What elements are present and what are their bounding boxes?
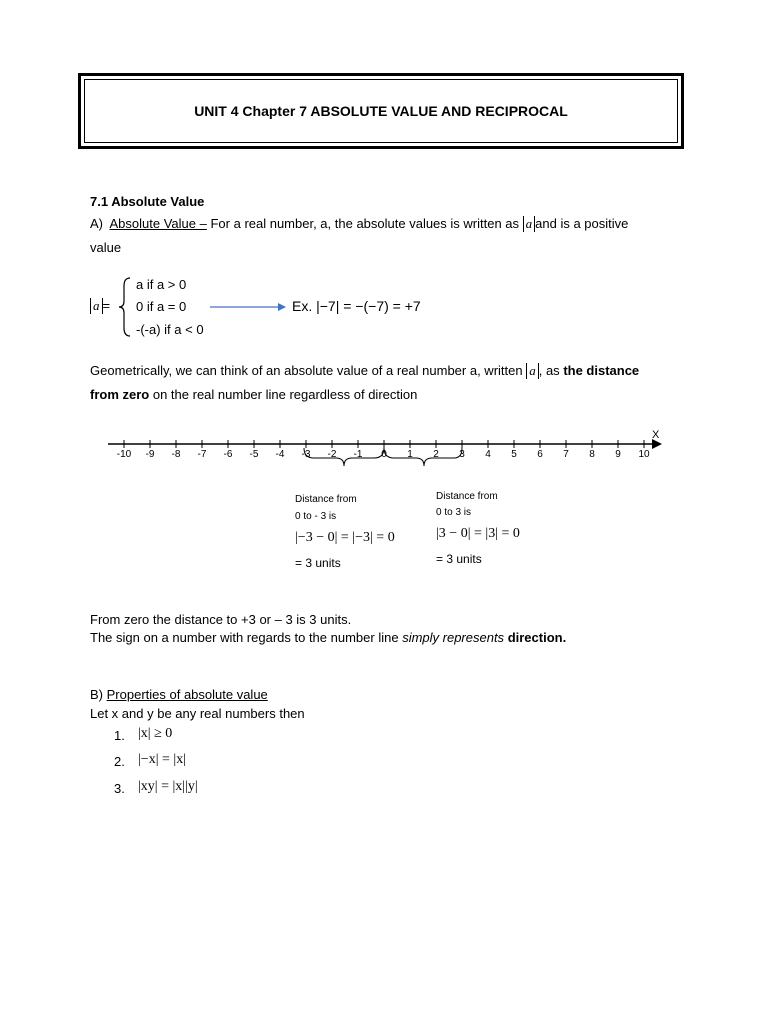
properties-prefix: B) xyxy=(90,687,103,702)
tick-label: -4 xyxy=(275,449,285,460)
property-expr-3: |xy| = |x||y| xyxy=(138,779,198,794)
summary-text: The sign on a number with regards to the number line xyxy=(90,630,399,645)
tick-label: -8 xyxy=(171,449,181,460)
example-text: Ex. |−7| = −(−7) = +7 xyxy=(292,298,421,314)
properties-intro: Let x and y be any real numbers then xyxy=(90,706,305,721)
right-note-line1: Distance from xyxy=(436,491,498,502)
right-note-eq: |3 − 0| = |3| = 0 xyxy=(436,526,520,541)
geo-text-2: , as xyxy=(538,363,560,378)
arrow-right-icon xyxy=(210,300,286,314)
geo-bold-2: from zero xyxy=(90,387,150,402)
property-num-1: 1. xyxy=(114,728,125,743)
tick-label: -10 xyxy=(116,449,132,460)
tick-label: -3 xyxy=(301,449,311,460)
tick-label: -9 xyxy=(145,449,155,460)
axis-label: X xyxy=(652,429,660,441)
left-note-result: = 3 units xyxy=(295,556,341,570)
summary-line-2 xyxy=(90,630,566,645)
brace-left-icon xyxy=(301,448,384,466)
left-note-eq: |−3 − 0| = |−3| = 0 xyxy=(295,530,395,545)
property-num-2: 2. xyxy=(114,754,125,769)
page-title: UNIT 4 Chapter 7 ABSOLUTE VALUE AND RECIPROCAL xyxy=(84,79,678,143)
piecewise-lhs xyxy=(90,298,110,314)
tick-label: 2 xyxy=(433,449,439,460)
geo-text-3: on the real number line regardless of direction xyxy=(152,387,418,402)
property-num-3: 3. xyxy=(114,781,125,796)
case-1: a if a > 0 xyxy=(136,277,187,292)
geo-text-1: Geometrically, we can think of an absolute value of a real number a, written xyxy=(90,363,523,378)
tick-label: -7 xyxy=(197,449,207,460)
definition-text: For a real number, a, the absolute values is written as xyxy=(210,216,520,231)
definition-term: Absolute Value – xyxy=(109,216,207,231)
tick-label: 7 xyxy=(563,449,569,460)
summary-italic: simply represents xyxy=(402,630,505,645)
abs-symbol-a: a xyxy=(523,216,536,232)
brace-icon xyxy=(118,276,132,338)
tick-label: 4 xyxy=(485,449,491,460)
definition-line xyxy=(90,216,628,232)
tick-label: 0 xyxy=(381,449,387,460)
geometric-line xyxy=(90,363,639,379)
definition-text-3: value xyxy=(90,240,122,255)
title-box xyxy=(78,73,684,149)
case-3: -(-a) if a < 0 xyxy=(136,322,204,337)
left-note-line1: Distance from xyxy=(295,494,357,505)
definition-text-2: and is a positive xyxy=(535,216,629,231)
brace-right-icon xyxy=(384,448,462,466)
left-note-line2: 0 to - 3 is xyxy=(295,511,337,522)
def-equals: = xyxy=(102,298,111,313)
tick-label: 9 xyxy=(615,449,621,460)
number-line xyxy=(100,424,670,484)
geometric-line-2 xyxy=(90,387,417,402)
tick-label: -6 xyxy=(223,449,233,460)
property-expr-1: |x| ≥ 0 xyxy=(138,726,173,741)
properties-heading: Properties of absolute value xyxy=(106,687,268,702)
property-expr-2: |−x| = |x| xyxy=(138,752,187,767)
definition-prefix: A) xyxy=(90,216,103,231)
summary-bold: direction. xyxy=(507,630,567,645)
geo-bold-1: the distance xyxy=(563,363,640,378)
tick-label: 10 xyxy=(638,449,650,460)
tick-label: 8 xyxy=(589,449,595,460)
abs-symbol-lhs: a xyxy=(90,298,103,314)
tick-label: 1 xyxy=(407,449,413,460)
tick-label: 5 xyxy=(511,449,517,460)
right-note-result: = 3 units xyxy=(436,552,482,566)
case-2: 0 if a = 0 xyxy=(136,299,187,314)
tick-label: -2 xyxy=(327,449,337,460)
tick-label: -1 xyxy=(353,449,363,460)
tick-label: 6 xyxy=(537,449,543,460)
section-heading: 7.1 Absolute Value xyxy=(90,194,205,209)
tick-label: -5 xyxy=(249,449,259,460)
abs-symbol-geo: a xyxy=(526,363,539,379)
tick-label: 3 xyxy=(459,449,465,460)
right-note-line2: 0 to 3 is xyxy=(436,507,472,518)
properties-heading-line xyxy=(90,687,268,702)
summary-line-1: From zero the distance to +3 or – 3 is 3 units. xyxy=(90,612,352,627)
